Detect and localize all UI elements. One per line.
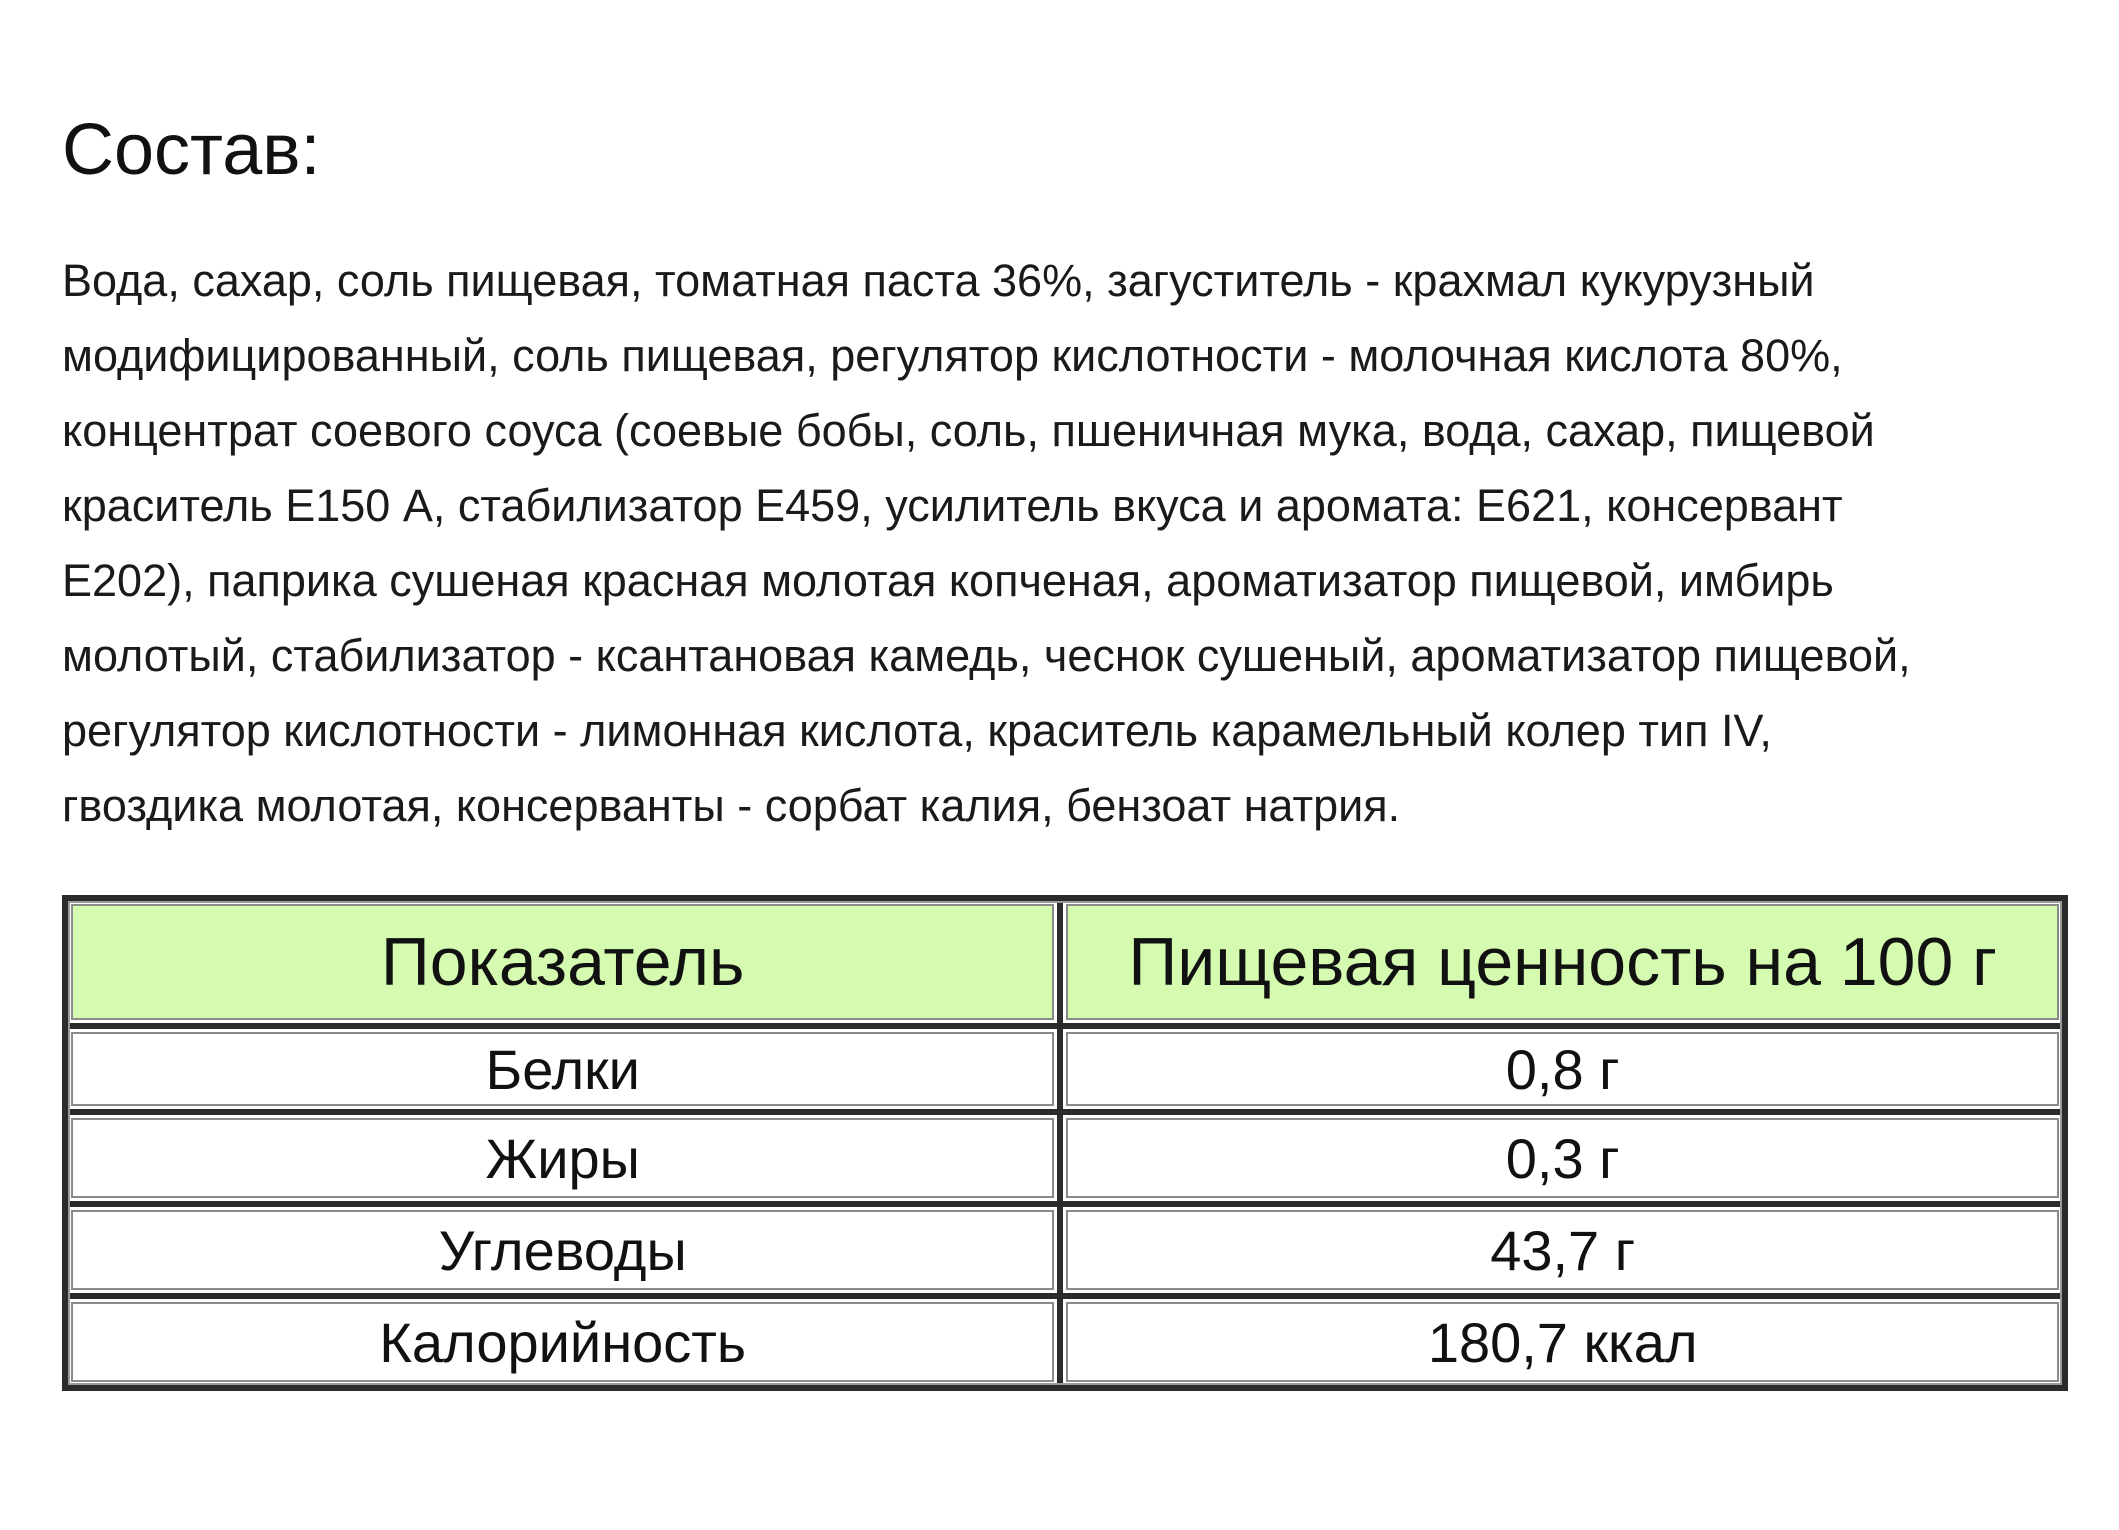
composition-line: молотый, стабилизатор - ксантановая камедь, чеснок сушеный, ароматизатор пищевой, <box>62 630 1911 681</box>
composition-line: Вода, сахар, соль пищевая, томатная паста 36%, загуститель - крахмал кукурузный <box>62 255 1815 306</box>
row-indicator: Белки <box>65 1026 1060 1112</box>
row-indicator: Углеводы <box>65 1204 1060 1296</box>
table-row <box>65 1112 2065 1204</box>
row-indicator: Калорийность <box>65 1296 1060 1388</box>
composition-line: регулятор кислотности - лимонная кислота, краситель карамельный колер тип IV, <box>62 705 1772 756</box>
table-row <box>65 1204 2065 1296</box>
composition-line: краситель Е150 А, стабилизатор Е459, усилитель вкуса и аромата: Е621, консервант <box>62 480 1843 531</box>
row-value: 0,8 г <box>1060 1026 2065 1112</box>
nutrition-table <box>62 895 2068 1391</box>
header-indicator: Показатель <box>65 898 1060 1026</box>
table-header-row <box>65 898 2065 1026</box>
composition-line: модифицированный, соль пищевая, регулятор кислотности - молочная кислота 80%, <box>62 330 1843 381</box>
table-row <box>65 1026 2065 1112</box>
composition-line: концентрат соевого соуса (соевые бобы, соль, пшеничная мука, вода, сахар, пищевой <box>62 405 1875 456</box>
table-row <box>65 1296 2065 1388</box>
row-value: 0,3 г <box>1060 1112 2065 1204</box>
composition-line: Е202), паприка сушеная красная молотая копченая, ароматизатор пищевой, имбирь <box>62 555 1834 606</box>
composition-heading: Состав: <box>62 110 321 190</box>
row-value: 180,7 ккал <box>1060 1296 2065 1388</box>
row-indicator: Жиры <box>65 1112 1060 1204</box>
header-nutrition-value: Пищевая ценность на 100 г <box>1060 898 2065 1026</box>
composition-text <box>62 243 2072 843</box>
row-value: 43,7 г <box>1060 1204 2065 1296</box>
composition-line: гвоздика молотая, консерванты - сорбат калия, бензоат натрия. <box>62 780 1401 831</box>
